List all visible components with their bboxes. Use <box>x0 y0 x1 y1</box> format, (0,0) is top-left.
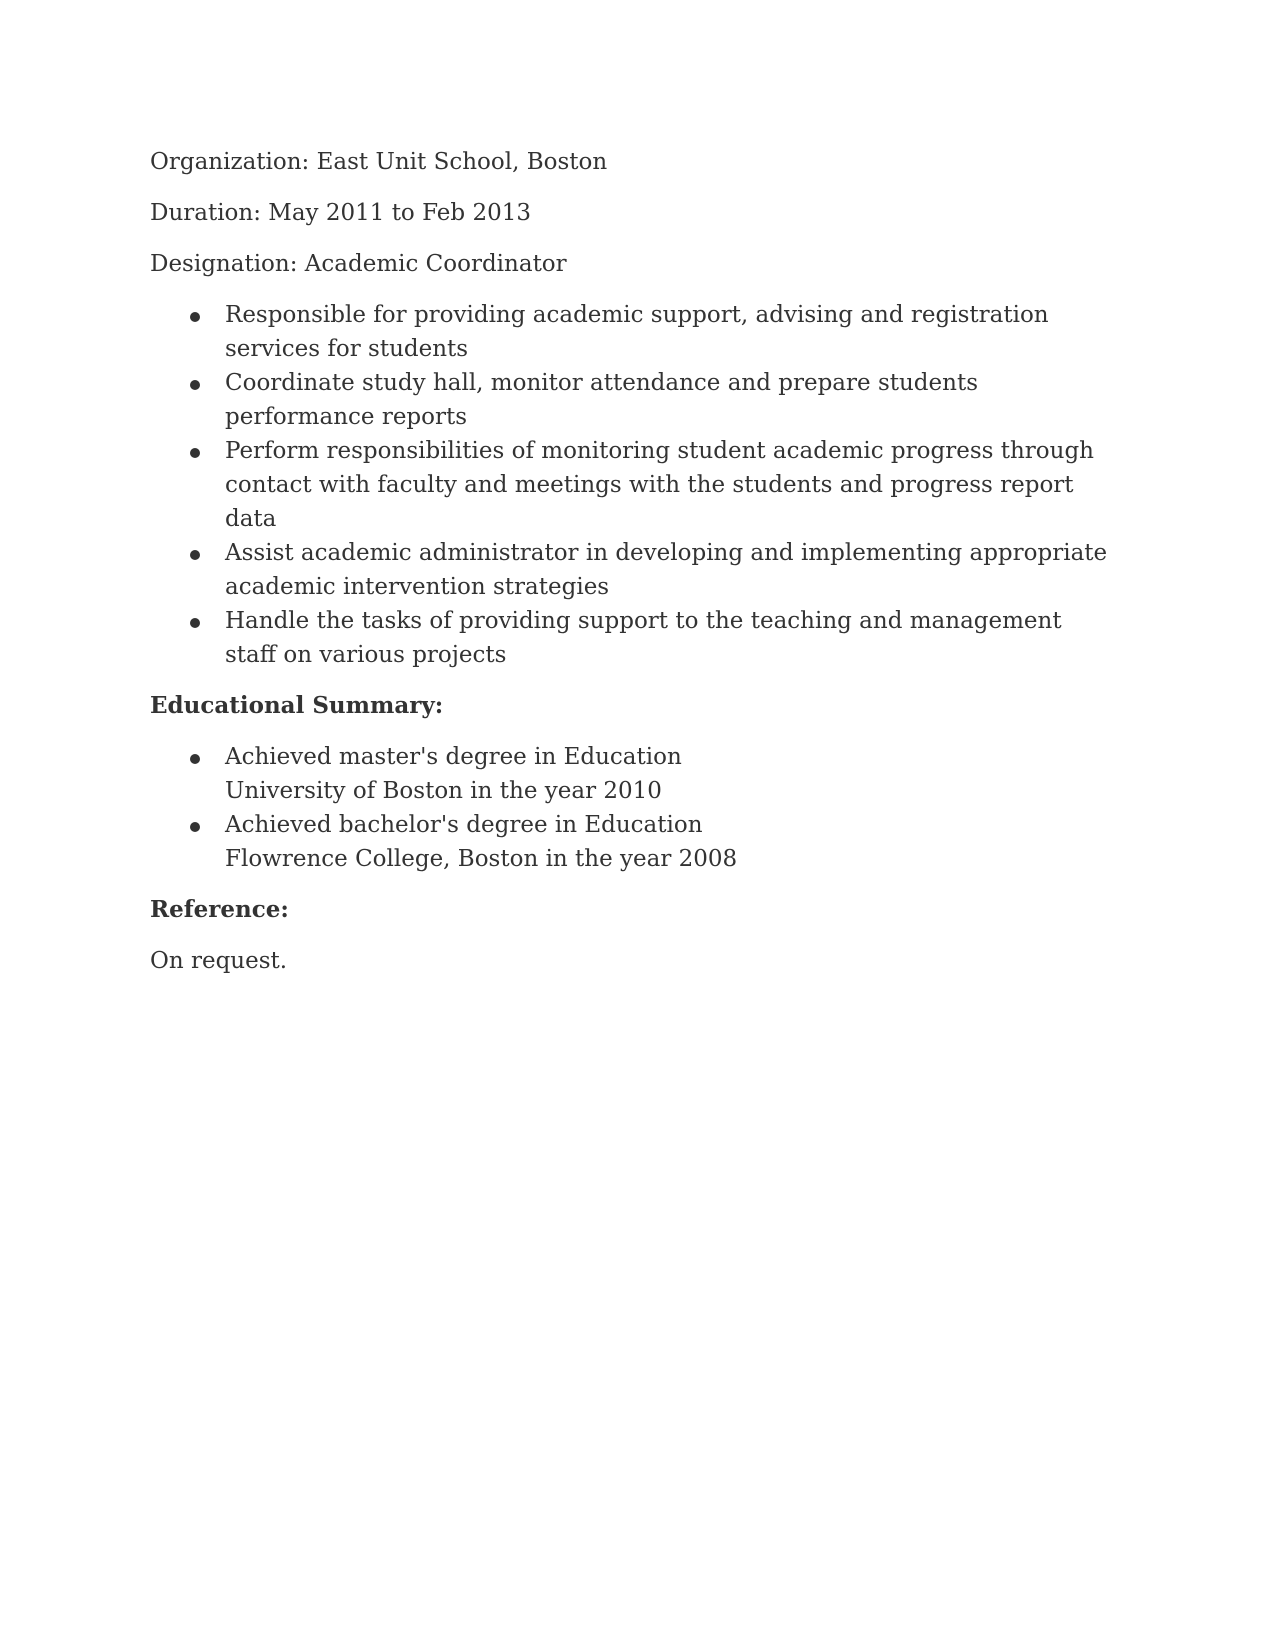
responsibility-text: Coordinate study hall, monitor attendance and prepare students performance reports <box>225 370 978 430</box>
list-item <box>150 536 1110 604</box>
responsibility-text: Handle the tasks of providing support to the teaching and management staff on various projects <box>225 608 1062 668</box>
responsibility-text: Assist academic administrator in developing and implementing appropriate academic intervention strategies <box>225 540 1108 600</box>
bullet-icon <box>190 618 200 628</box>
organization-line: Organization: East Unit School, Boston <box>150 149 608 175</box>
bullet-icon <box>190 448 200 458</box>
list-item <box>150 366 1110 434</box>
bullet-icon <box>190 754 200 764</box>
degree-text: Achieved bachelor's degree in Education <box>225 812 703 838</box>
responsibility-text: Responsible for providing academic support, advising and registration services for students <box>225 302 1049 362</box>
reference-heading: Reference: <box>150 896 289 923</box>
bullet-icon <box>190 822 200 832</box>
reference-text: On request. <box>150 948 288 974</box>
institution-text: Flowrence College, Boston in the year 2008 <box>225 846 738 872</box>
list-item <box>150 298 1110 366</box>
bullet-icon <box>190 550 200 560</box>
list-item <box>150 740 1110 808</box>
degree-text: Achieved master's degree in Education <box>225 744 682 770</box>
list-item <box>150 604 1110 672</box>
designation-line: Designation: Academic Coordinator <box>150 251 567 277</box>
responsibilities-list <box>150 298 1110 672</box>
responsibility-text: Perform responsibilities of monitoring student academic progress through contact with faculty and meetings with the students and progress report data <box>225 438 1094 532</box>
bullet-icon <box>190 380 200 390</box>
duration-line: Duration: May 2011 to Feb 2013 <box>150 200 531 226</box>
education-heading: Educational Summary: <box>150 692 444 719</box>
list-item <box>150 434 1110 536</box>
bullet-icon <box>190 312 200 322</box>
list-item <box>150 808 1110 876</box>
institution-text: University of Boston in the year 2010 <box>225 778 662 804</box>
document-content <box>150 145 1110 995</box>
education-list <box>150 740 1110 876</box>
